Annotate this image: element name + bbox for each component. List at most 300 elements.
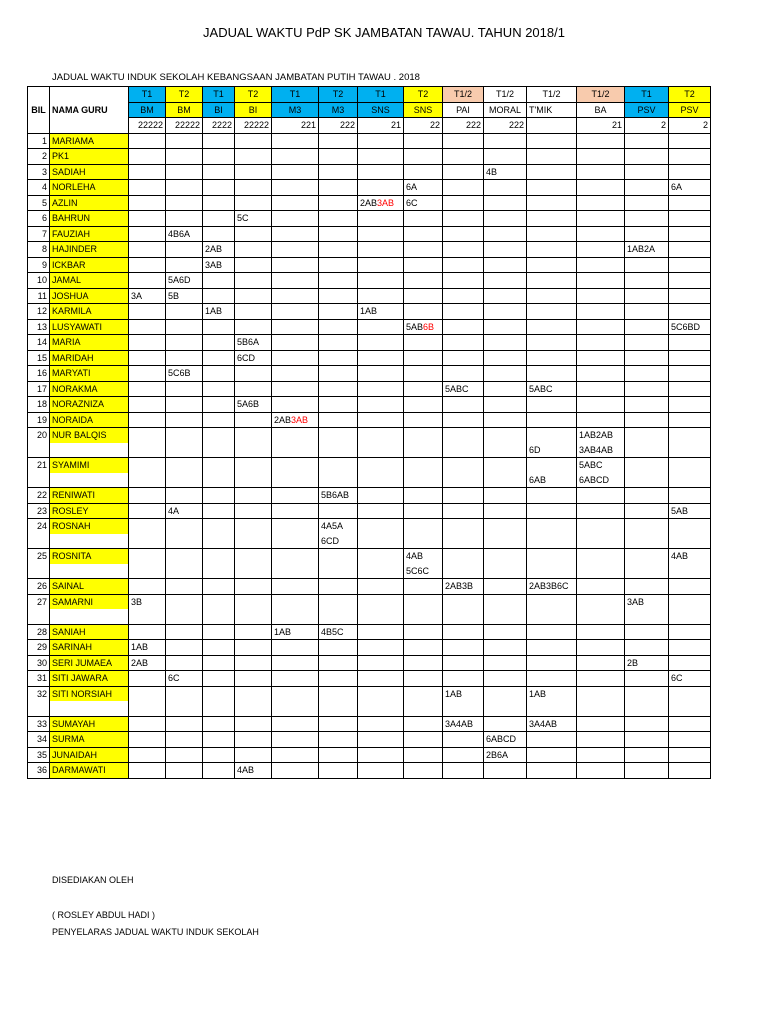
schedule-cell bbox=[319, 763, 358, 779]
schedule-cell bbox=[319, 133, 358, 149]
schedule-cell bbox=[166, 428, 203, 443]
schedule-cell bbox=[484, 564, 527, 579]
row-bil: 18 bbox=[28, 397, 50, 413]
schedule-cell bbox=[484, 428, 527, 443]
table-row bbox=[28, 624, 711, 640]
teacher-name: MARYATI bbox=[50, 366, 129, 382]
schedule-cell bbox=[625, 701, 669, 716]
schedule-cell bbox=[129, 732, 166, 748]
schedule-cell: 2AB bbox=[203, 242, 235, 258]
schedule-cell bbox=[203, 288, 235, 304]
schedule-cell bbox=[404, 242, 443, 258]
schedule-cell bbox=[319, 594, 358, 609]
schedule-cell bbox=[443, 655, 484, 671]
schedule-cell bbox=[404, 149, 443, 165]
schedule-cell bbox=[272, 747, 319, 763]
schedule-cell bbox=[577, 242, 625, 258]
schedule-cell bbox=[166, 350, 203, 366]
schedule-cell bbox=[235, 257, 272, 273]
schedule-cell bbox=[404, 594, 443, 609]
schedule-cell bbox=[272, 257, 319, 273]
schedule-cell bbox=[319, 549, 358, 564]
teacher-name: ROSNITA bbox=[50, 549, 129, 564]
schedule-cell bbox=[404, 655, 443, 671]
code-header: 2 bbox=[669, 118, 711, 134]
table-row-continued bbox=[28, 609, 711, 624]
table-row-continued bbox=[28, 473, 711, 488]
teacher-name-continued bbox=[50, 609, 129, 624]
schedule-cell bbox=[203, 164, 235, 180]
table-row bbox=[28, 519, 711, 534]
schedule-cell bbox=[166, 397, 203, 413]
teacher-name: SITI JAWARA bbox=[50, 671, 129, 687]
schedule-cell bbox=[669, 443, 711, 458]
schedule-cell bbox=[358, 624, 404, 640]
schedule-cell bbox=[484, 304, 527, 320]
schedule-cell bbox=[203, 549, 235, 564]
schedule-cell bbox=[527, 640, 577, 656]
schedule-cell bbox=[484, 640, 527, 656]
schedule-cell bbox=[235, 640, 272, 656]
schedule-cell bbox=[319, 350, 358, 366]
subject-header: BM bbox=[166, 102, 203, 118]
schedule-cell bbox=[484, 412, 527, 428]
schedule-cell bbox=[577, 549, 625, 564]
schedule-cell bbox=[319, 732, 358, 748]
schedule-cell bbox=[203, 335, 235, 351]
schedule-cell bbox=[166, 133, 203, 149]
schedule-cell bbox=[235, 428, 272, 443]
schedule-cell bbox=[358, 549, 404, 564]
schedule-cell bbox=[669, 655, 711, 671]
table-row bbox=[28, 640, 711, 656]
schedule-cell bbox=[577, 149, 625, 165]
schedule-cell bbox=[129, 412, 166, 428]
schedule-cell: 2AB bbox=[129, 655, 166, 671]
schedule-cell bbox=[358, 319, 404, 335]
schedule-cell bbox=[129, 549, 166, 564]
table-row bbox=[28, 549, 711, 564]
schedule-cell bbox=[235, 732, 272, 748]
row-bil: 33 bbox=[28, 716, 50, 732]
schedule-cell bbox=[669, 519, 711, 534]
schedule-cell bbox=[484, 133, 527, 149]
schedule-cell bbox=[203, 428, 235, 443]
schedule-cell bbox=[577, 164, 625, 180]
schedule-cell bbox=[129, 488, 166, 504]
schedule-cell bbox=[577, 701, 625, 716]
schedule-cell: 3A4AB bbox=[443, 716, 484, 732]
schedule-cell bbox=[358, 226, 404, 242]
schedule-cell bbox=[404, 397, 443, 413]
schedule-cell bbox=[443, 473, 484, 488]
row-bil: 35 bbox=[28, 747, 50, 763]
code-header: 222 bbox=[484, 118, 527, 134]
teacher-name-continued bbox=[50, 534, 129, 549]
schedule-cell: 5C6B bbox=[166, 366, 203, 382]
table-row-continued bbox=[28, 701, 711, 716]
schedule-cell bbox=[669, 686, 711, 701]
schedule-cell bbox=[577, 624, 625, 640]
schedule-cell bbox=[272, 412, 319, 428]
schedule-cell bbox=[129, 564, 166, 579]
schedule-cell: 6ABCD bbox=[577, 473, 625, 488]
schedule-cell bbox=[484, 701, 527, 716]
row-bil: 12 bbox=[28, 304, 50, 320]
schedule-cell bbox=[527, 133, 577, 149]
schedule-cell bbox=[404, 534, 443, 549]
schedule-cell bbox=[272, 133, 319, 149]
schedule-cell bbox=[203, 503, 235, 519]
level-header: T2 bbox=[319, 87, 358, 103]
schedule-cell bbox=[319, 304, 358, 320]
schedule-cell bbox=[203, 671, 235, 687]
schedule-cell bbox=[358, 458, 404, 473]
schedule-cell bbox=[577, 579, 625, 595]
schedule-cell: 6C bbox=[404, 195, 443, 211]
class-code: 5AB bbox=[406, 321, 424, 332]
schedule-cell bbox=[484, 503, 527, 519]
schedule-cell bbox=[166, 443, 203, 458]
schedule-cell bbox=[669, 211, 711, 227]
schedule-cell bbox=[527, 211, 577, 227]
schedule-cell bbox=[625, 366, 669, 382]
schedule-cell bbox=[527, 195, 577, 211]
row-bil: 3 bbox=[28, 164, 50, 180]
schedule-cell bbox=[625, 716, 669, 732]
schedule-cell bbox=[404, 716, 443, 732]
schedule-cell bbox=[203, 747, 235, 763]
schedule-cell bbox=[625, 195, 669, 211]
schedule-cell bbox=[527, 319, 577, 335]
schedule-cell: 4B5C bbox=[319, 624, 358, 640]
schedule-cell bbox=[319, 503, 358, 519]
schedule-cell bbox=[577, 226, 625, 242]
schedule-cell bbox=[272, 503, 319, 519]
teacher-name: JAMAL bbox=[50, 273, 129, 289]
teacher-name: SAINAL bbox=[50, 579, 129, 595]
row-bil: 10 bbox=[28, 273, 50, 289]
schedule-cell bbox=[272, 350, 319, 366]
schedule-cell bbox=[577, 381, 625, 397]
schedule-cell bbox=[235, 164, 272, 180]
schedule-cell bbox=[272, 443, 319, 458]
schedule-cell bbox=[129, 503, 166, 519]
schedule-cell bbox=[577, 366, 625, 382]
schedule-cell bbox=[484, 226, 527, 242]
schedule-cell bbox=[484, 519, 527, 534]
schedule-cell bbox=[443, 428, 484, 443]
schedule-cell bbox=[577, 133, 625, 149]
schedule-cell bbox=[577, 747, 625, 763]
row-bil: 8 bbox=[28, 242, 50, 258]
schedule-cell bbox=[235, 180, 272, 196]
schedule-cell bbox=[577, 671, 625, 687]
schedule-cell bbox=[577, 180, 625, 196]
schedule-cell bbox=[669, 624, 711, 640]
schedule-cell bbox=[129, 273, 166, 289]
schedule-cell bbox=[443, 412, 484, 428]
schedule-cell bbox=[404, 211, 443, 227]
schedule-cell bbox=[319, 579, 358, 595]
table-row bbox=[28, 458, 711, 473]
schedule-cell bbox=[527, 732, 577, 748]
schedule-cell bbox=[272, 655, 319, 671]
schedule-cell bbox=[358, 488, 404, 504]
schedule-cell bbox=[203, 350, 235, 366]
schedule-cell bbox=[235, 242, 272, 258]
header-row-codes bbox=[28, 118, 711, 134]
schedule-cell bbox=[669, 273, 711, 289]
schedule-cell bbox=[484, 579, 527, 595]
subject-header: BI bbox=[235, 102, 272, 118]
schedule-cell bbox=[577, 686, 625, 701]
schedule-cell bbox=[625, 428, 669, 443]
schedule-cell bbox=[129, 180, 166, 196]
schedule-cell bbox=[272, 594, 319, 609]
schedule-cell bbox=[358, 133, 404, 149]
schedule-cell bbox=[625, 534, 669, 549]
schedule-cell bbox=[166, 686, 203, 701]
schedule-cell bbox=[527, 549, 577, 564]
row-bil: 36 bbox=[28, 763, 50, 779]
schedule-cell bbox=[625, 671, 669, 687]
schedule-cell bbox=[484, 549, 527, 564]
schedule-cell bbox=[484, 624, 527, 640]
subject-header: PAI bbox=[443, 102, 484, 118]
schedule-cell bbox=[527, 564, 577, 579]
schedule-cell bbox=[203, 534, 235, 549]
schedule-cell bbox=[443, 671, 484, 687]
row-bil: 20 bbox=[28, 428, 50, 458]
schedule-cell bbox=[527, 350, 577, 366]
teacher-name: KARMILA bbox=[50, 304, 129, 320]
schedule-cell bbox=[235, 609, 272, 624]
schedule-cell bbox=[404, 747, 443, 763]
row-bil: 7 bbox=[28, 226, 50, 242]
schedule-cell bbox=[166, 211, 203, 227]
teacher-name: SANIAH bbox=[50, 624, 129, 640]
row-bil: 11 bbox=[28, 288, 50, 304]
schedule-cell bbox=[404, 519, 443, 534]
schedule-cell bbox=[319, 242, 358, 258]
schedule-cell bbox=[527, 503, 577, 519]
schedule-cell bbox=[235, 458, 272, 473]
schedule-cell bbox=[235, 701, 272, 716]
schedule-cell bbox=[669, 412, 711, 428]
table-row-continued bbox=[28, 534, 711, 549]
schedule-cell bbox=[272, 273, 319, 289]
schedule-cell bbox=[319, 686, 358, 701]
schedule-cell bbox=[166, 609, 203, 624]
schedule-cell: 1AB bbox=[527, 686, 577, 701]
schedule-cell bbox=[358, 180, 404, 196]
schedule-cell bbox=[358, 443, 404, 458]
schedule-cell bbox=[358, 671, 404, 687]
schedule-cell bbox=[319, 564, 358, 579]
schedule-cell bbox=[319, 180, 358, 196]
class-code: 2AB bbox=[360, 197, 378, 208]
schedule-cell bbox=[272, 242, 319, 258]
red-class-code: 3AB bbox=[377, 197, 395, 208]
schedule-cell bbox=[272, 180, 319, 196]
schedule-cell bbox=[527, 428, 577, 443]
level-header: T2 bbox=[166, 87, 203, 103]
header-row-subjects bbox=[28, 102, 711, 118]
schedule-cell bbox=[319, 195, 358, 211]
schedule-cell bbox=[625, 732, 669, 748]
schedule-cell bbox=[235, 747, 272, 763]
schedule-cell bbox=[484, 594, 527, 609]
schedule-cell bbox=[166, 473, 203, 488]
schedule-cell bbox=[484, 273, 527, 289]
schedule-cell bbox=[577, 655, 625, 671]
schedule-cell bbox=[129, 534, 166, 549]
schedule-cell bbox=[319, 655, 358, 671]
schedule-cell bbox=[484, 686, 527, 701]
row-bil: 1 bbox=[28, 133, 50, 149]
row-bil: 19 bbox=[28, 412, 50, 428]
schedule-cell bbox=[235, 381, 272, 397]
schedule-cell bbox=[319, 609, 358, 624]
schedule-cell bbox=[443, 133, 484, 149]
schedule-cell bbox=[166, 164, 203, 180]
teacher-name: SITI NORSIAH bbox=[50, 686, 129, 701]
schedule-cell bbox=[129, 473, 166, 488]
schedule-cell: 4AB bbox=[235, 763, 272, 779]
schedule-cell bbox=[235, 624, 272, 640]
schedule-cell bbox=[577, 503, 625, 519]
schedule-cell bbox=[272, 381, 319, 397]
schedule-cell bbox=[484, 180, 527, 196]
schedule-cell bbox=[484, 458, 527, 473]
schedule-cell bbox=[443, 732, 484, 748]
schedule-cell bbox=[272, 211, 319, 227]
schedule-cell bbox=[319, 273, 358, 289]
schedule-cell bbox=[129, 242, 166, 258]
schedule-cell bbox=[203, 624, 235, 640]
schedule-cell bbox=[358, 519, 404, 534]
schedule-cell bbox=[443, 519, 484, 534]
schedule-cell bbox=[443, 273, 484, 289]
schedule-cell bbox=[577, 564, 625, 579]
schedule-cell bbox=[166, 149, 203, 165]
schedule-cell bbox=[443, 350, 484, 366]
schedule-cell bbox=[203, 366, 235, 382]
schedule-cell bbox=[129, 458, 166, 473]
schedule-cell bbox=[484, 716, 527, 732]
schedule-cell bbox=[625, 397, 669, 413]
schedule-cell bbox=[235, 534, 272, 549]
schedule-cell bbox=[203, 381, 235, 397]
schedule-cell bbox=[443, 747, 484, 763]
schedule-cell bbox=[404, 226, 443, 242]
schedule-cell bbox=[319, 366, 358, 382]
table-row bbox=[28, 747, 711, 763]
table-row bbox=[28, 428, 711, 443]
table-row-continued bbox=[28, 564, 711, 579]
level-header: T2 bbox=[235, 87, 272, 103]
row-bil: 34 bbox=[28, 732, 50, 748]
subject-header: PSV bbox=[669, 102, 711, 118]
schedule-cell bbox=[129, 428, 166, 443]
schedule-cell bbox=[669, 732, 711, 748]
schedule-cell bbox=[669, 747, 711, 763]
schedule-cell: 6A bbox=[404, 180, 443, 196]
level-header: T1 bbox=[203, 87, 235, 103]
schedule-cell bbox=[358, 716, 404, 732]
table-row bbox=[28, 195, 711, 211]
schedule-cell bbox=[669, 716, 711, 732]
schedule-cell bbox=[272, 226, 319, 242]
schedule-cell: 1AB bbox=[443, 686, 484, 701]
schedule-cell bbox=[484, 534, 527, 549]
schedule-cell: 3AB bbox=[203, 257, 235, 273]
schedule-cell bbox=[484, 211, 527, 227]
schedule-cell bbox=[272, 458, 319, 473]
schedule-cell bbox=[235, 671, 272, 687]
page-title: JADUAL WAKTU PdP SK JAMBATAN TAWAU. TAHUN 2018/1 bbox=[203, 25, 565, 40]
schedule-cell bbox=[358, 335, 404, 351]
schedule-cell: 6ABCD bbox=[484, 732, 527, 748]
schedule-cell bbox=[129, 149, 166, 165]
signer-name: ( ROSLEY ABDUL HADI ) bbox=[52, 910, 156, 920]
schedule-cell bbox=[319, 319, 358, 335]
code-header: 2222 bbox=[203, 118, 235, 134]
schedule-cell bbox=[404, 304, 443, 320]
schedule-cell bbox=[527, 257, 577, 273]
schedule-cell bbox=[203, 488, 235, 504]
schedule-cell bbox=[669, 473, 711, 488]
schedule-cell bbox=[129, 671, 166, 687]
schedule-cell bbox=[129, 195, 166, 211]
schedule-cell bbox=[272, 519, 319, 534]
schedule-cell bbox=[129, 624, 166, 640]
schedule-cell bbox=[203, 397, 235, 413]
teacher-name: RENIWATI bbox=[50, 488, 129, 504]
nama-guru-header: NAMA GURU bbox=[50, 87, 129, 134]
teacher-name: NORAKMA bbox=[50, 381, 129, 397]
schedule-cell bbox=[625, 226, 669, 242]
schedule-cell bbox=[235, 686, 272, 701]
schedule-cell bbox=[404, 686, 443, 701]
schedule-cell bbox=[235, 594, 272, 609]
schedule-cell bbox=[577, 319, 625, 335]
schedule-cell: 3A bbox=[129, 288, 166, 304]
subject-header: BM bbox=[129, 102, 166, 118]
schedule-cell bbox=[577, 534, 625, 549]
schedule-cell bbox=[625, 458, 669, 473]
level-header: T1/2 bbox=[577, 87, 625, 103]
teacher-name: ROSLEY bbox=[50, 503, 129, 519]
schedule-cell bbox=[527, 288, 577, 304]
schedule-cell bbox=[235, 579, 272, 595]
teacher-name: SERI JUMAEA bbox=[50, 655, 129, 671]
schedule-cell bbox=[404, 624, 443, 640]
teacher-name: MARIA bbox=[50, 335, 129, 351]
teacher-name: NORAIDA bbox=[50, 412, 129, 428]
schedule-cell bbox=[272, 732, 319, 748]
row-bil: 23 bbox=[28, 503, 50, 519]
schedule-cell: 5B6A bbox=[235, 335, 272, 351]
schedule-cell: 5AB bbox=[669, 503, 711, 519]
schedule-cell bbox=[625, 350, 669, 366]
schedule-cell bbox=[358, 732, 404, 748]
schedule-cell bbox=[527, 458, 577, 473]
level-header: T2 bbox=[669, 87, 711, 103]
schedule-cell bbox=[235, 443, 272, 458]
schedule-cell bbox=[358, 381, 404, 397]
